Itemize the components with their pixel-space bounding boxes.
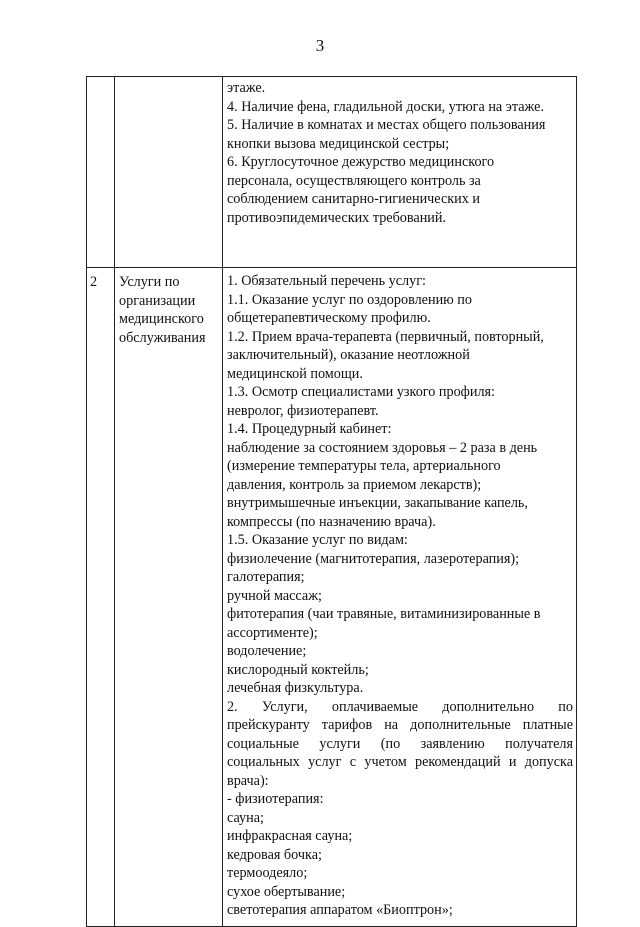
page-number: 3 xyxy=(315,36,325,55)
description-line: 2. Услуги, оплачиваемые дополнительно по xyxy=(227,698,573,715)
row-number-cell: 2 xyxy=(87,268,115,927)
description-line: заключительный), оказание неотложной xyxy=(227,347,470,363)
description-line: давления, контроль за приемом лекарств); xyxy=(227,476,482,493)
description-line: врача): xyxy=(227,772,269,789)
description-line: невролог, физиотерапевт. xyxy=(227,402,379,419)
description-line: внутримышечные инъекции, закапывание капель, xyxy=(227,495,528,511)
description-line: галотерапия; xyxy=(227,569,305,585)
description-line: персонала, осуществляющего контроль за xyxy=(227,172,481,189)
service-name-cell xyxy=(115,268,223,927)
description-line: противоэпидемических требований. xyxy=(227,209,447,226)
description-line: 1.2. Прием врача-терапевта (первичный, повторный, xyxy=(227,328,544,345)
description-line: (измерение температуры тела, артериального xyxy=(227,458,501,474)
description-line: 4. Наличие фена, гладильной доски, утюга на этаже. xyxy=(227,98,544,115)
description-line: социальные услуги (по заявлению получателя xyxy=(227,735,573,752)
service-name-line: обслуживания xyxy=(119,329,206,346)
description-line: кислородный коктейль; xyxy=(227,661,369,678)
description-line: сухое обертывание; xyxy=(227,883,346,900)
description-line: медицинской помощи. xyxy=(227,365,363,382)
service-description-cell xyxy=(223,77,577,268)
description-line: лечебная физкультура. xyxy=(227,680,364,696)
description-line: 1.4. Процедурный кабинет: xyxy=(227,421,392,437)
description-line: ассортименте); xyxy=(227,624,318,641)
table-row xyxy=(87,77,577,268)
services-table xyxy=(86,76,577,927)
description-line: общетерапевтическому профилю. xyxy=(227,310,431,326)
service-name-line: Услуги по xyxy=(119,274,180,290)
description-line: социальных услуг с учетом рекомендаций и допуска xyxy=(227,754,573,770)
description-line: кнопки вызова медицинской сестры; xyxy=(227,135,450,152)
description-line: 6. Круглосуточное дежурство медицинского xyxy=(227,154,495,170)
service-name-cell xyxy=(115,77,223,268)
service-description-cell xyxy=(223,268,577,927)
description-line: инфракрасная сауна; xyxy=(227,828,353,844)
description-line: сауна; xyxy=(227,809,264,826)
description-line: 1.1. Оказание услуг по оздоровлению по xyxy=(227,291,472,308)
table-row xyxy=(87,268,577,927)
description-line: наблюдение за состоянием здоровья – 2 раза в день xyxy=(227,439,538,456)
description-line: 1.3. Осмотр специалистами узкого профиля: xyxy=(227,384,496,400)
description-line: соблюдением санитарно-гигиенических и xyxy=(227,191,480,207)
description-line: фитотерапия (чаи травяные, витаминизированные в xyxy=(227,606,541,622)
service-name-line: организации xyxy=(119,292,196,309)
description-line: термоодеяло; xyxy=(227,865,308,881)
description-line: физиолечение (магнитотерапия, лазеротерапия); xyxy=(227,550,520,567)
description-line: этаже. xyxy=(227,80,266,96)
service-name-line: медицинского xyxy=(119,311,204,327)
description-line: - физиотерапия: xyxy=(227,791,324,807)
description-line: прейскуранту тарифов на дополнительные платные xyxy=(227,717,573,733)
table-body xyxy=(87,77,577,927)
description-line: ручной массаж; xyxy=(227,587,322,604)
description-line: 5. Наличие в комнатах и местах общего пользования xyxy=(227,117,546,133)
description-line: светотерапия аппаратом «Биоптрон»; xyxy=(227,902,453,918)
description-line: 1. Обязательный перечень услуг: xyxy=(227,273,426,289)
description-line: кедровая бочка; xyxy=(227,846,322,863)
description-line: водолечение; xyxy=(227,643,307,659)
description-line: 1.5. Оказание услуг по видам: xyxy=(227,532,408,548)
row-number-cell xyxy=(87,77,115,268)
description-line: компрессы (по назначению врача). xyxy=(227,513,436,530)
